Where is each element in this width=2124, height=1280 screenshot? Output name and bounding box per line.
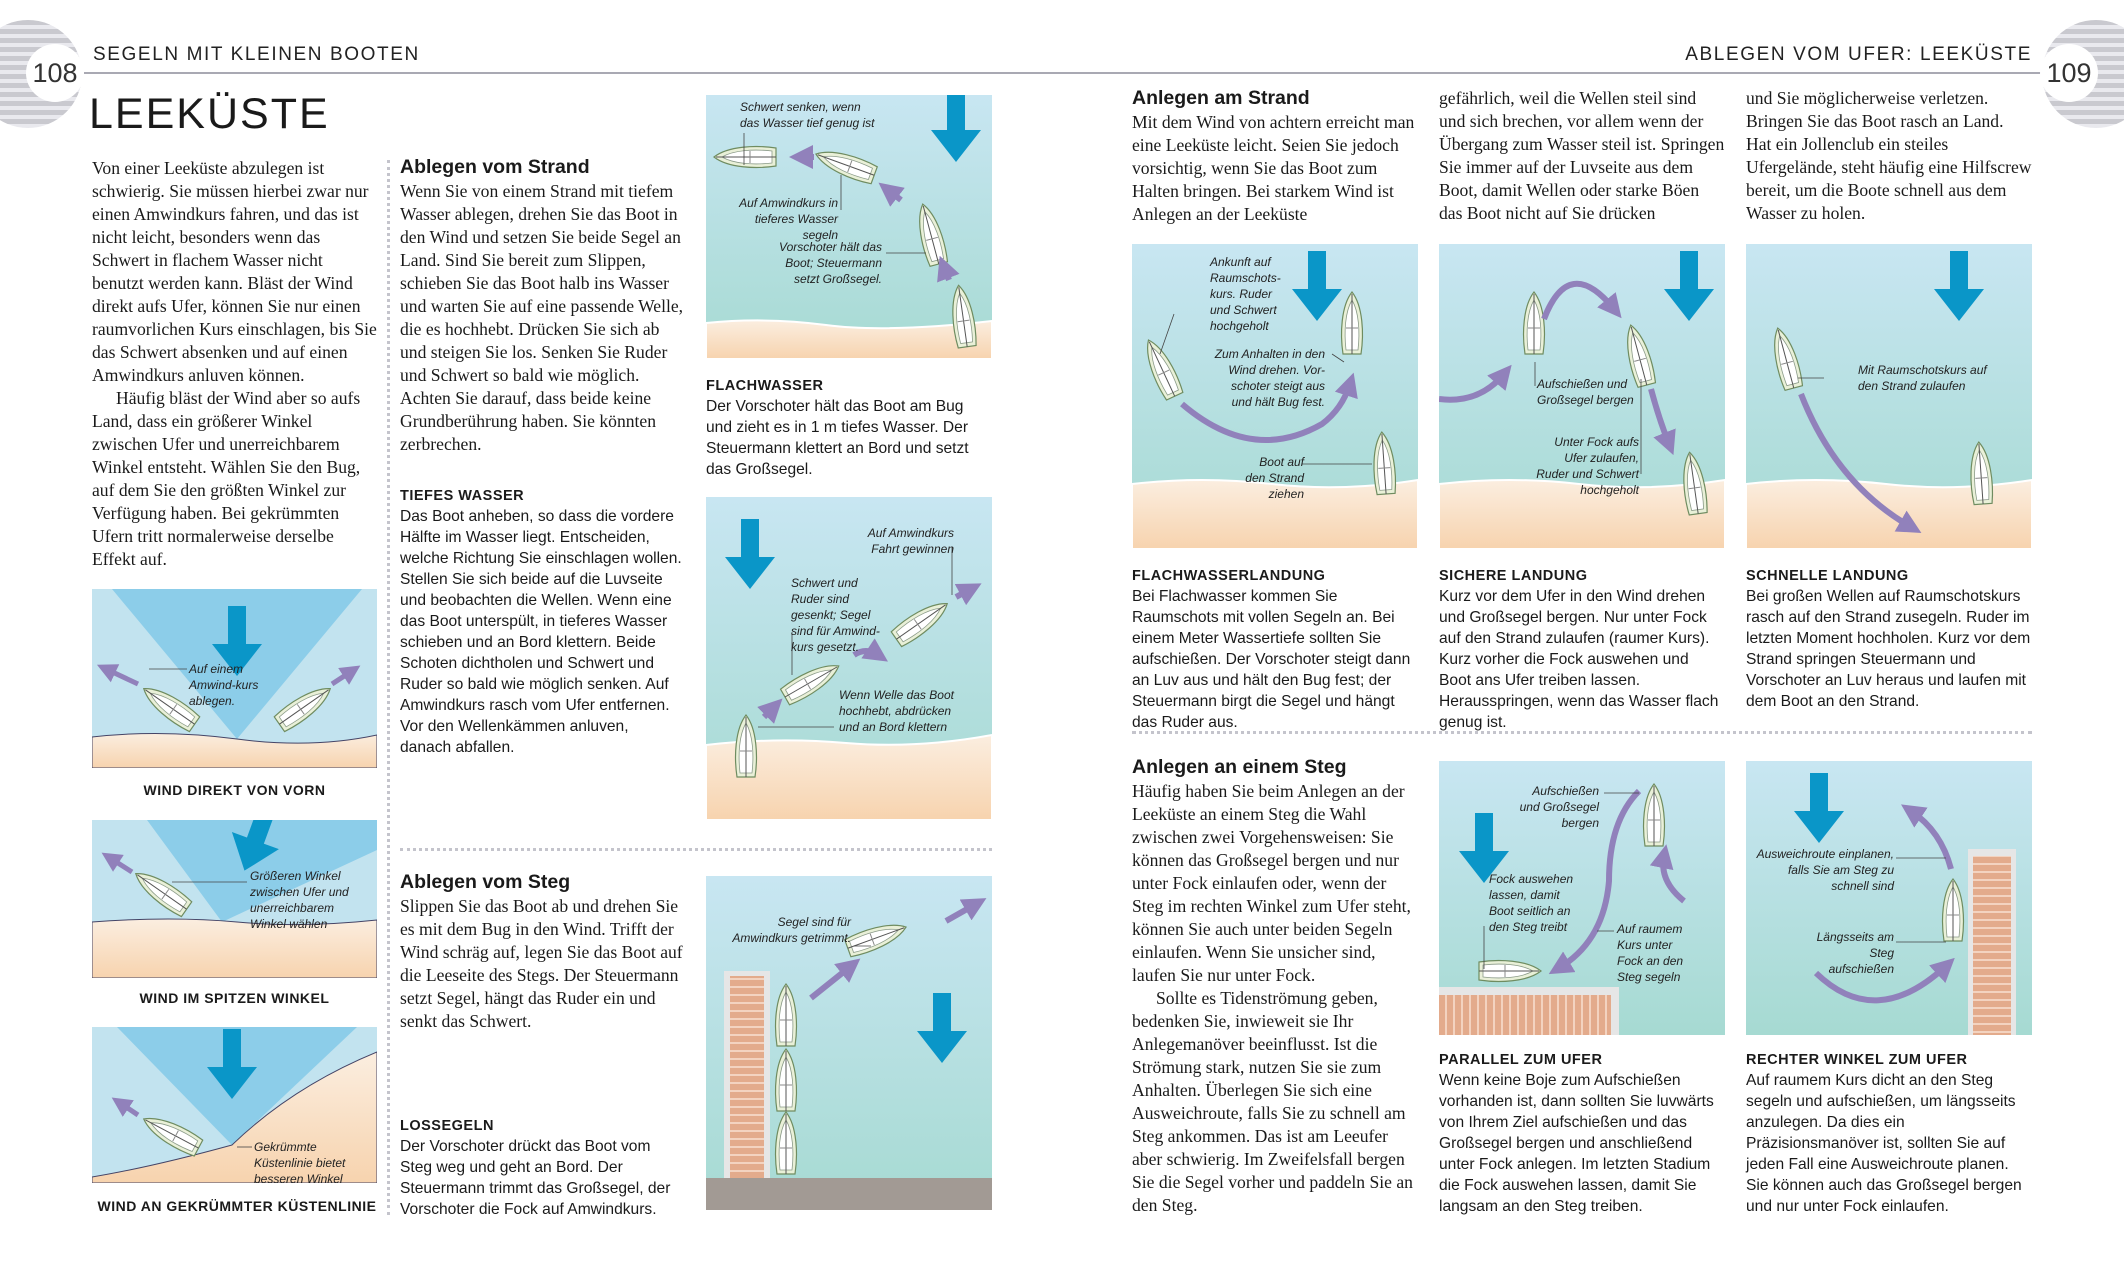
diagram-label: Schwert und Ruder sind gesenkt; Segel sind für Amwind-kurs gesetzt. [791,576,880,654]
figure-title: WIND AN GEKRÜMMTER KÜSTENLINIE [97,1198,377,1214]
diagram-label: Auf raumem Kurs unter Fock an den Steg segeln [1617,922,1684,984]
section-divider [1132,731,2032,734]
page-number-right: 109 [2040,44,2098,102]
header-rule-right [1064,72,2044,74]
diagram-label: Längsseits am Steg aufschießen [1816,930,1894,976]
subheading-text: Kurz vor dem Ufer in den Wind drehen und Großsegel bergen. Nur unter Fock auf den Strand zulaufen (raumer Kurs). Kurz vorher die Fock auswehen und Boot ans Ufer treiben lassen. Herausspringen, wenn das Wasser flach genug ist. [1439,588,1719,731]
section-text: Slippen Sie das Boot ab und drehen Sie es mit dem Bug in den Wind. Trifft der Wind schräg auf, legen Sie das Boot auf die Leeseite des Stegs. Der Steuermann setzt Segel, hängt das Ruder ein und senkt das Schwert. [400,896,683,1031]
diagram-tiefes-wasser [706,497,992,820]
diagram-label: Vorschoter hält das Boot; Steuermann setzt Großsegel. [779,240,882,286]
section-divider [400,848,992,851]
intro-paragraph: Von einer Leeküste abzulegen ist schwierig. Sie müssen hierbei zwar nur einen Amwindkurs fahren, und das ist nicht leicht, besonders wenn das Schwert in flachem Wasser nicht benutzt werden kann. Bläst der Wind direkt aufs Ufer, können Sie nur einen raumvorlichen Kurs einschlagen, bis Sie das Schwert absenken und auf einen Amwindkurs anluven können. [92,158,377,385]
subheading-text: Bei großen Wellen auf Raumschotskurs rasch auf den Strand zusegeln. Ruder im letzten Moment hochholen. Kurz vor dem Strand springen Steuermann und Vorschoter an Luv heraus und laufen mit dem Boot an den Strand. [1746,588,2031,710]
diagram-label: Gekrümmte Küstenlinie bietet besseren Winkel [254,1140,346,1183]
subheading-text: Auf raumem Kurs dicht an den Steg segeln und aufschießen, um längsseits anzulegen. Da dies ein Präzisionsmanöver ist, sollten Sie auf jeden Fall eine Ausweichroute planen. Sie können auch das Großsegel bergen und nur unter Fock einlaufen. [1746,1072,2022,1215]
diagram-sichere-landung [1439,244,1725,549]
diagram-label: Ausweichroute einplanen, falls Sie am Steg zu schnell sind [1756,847,1894,893]
section-anlegen-steg [1132,755,1418,1217]
diagram-ablegen-steg [706,876,992,1210]
diagram-flachwasserlandung [1132,244,1418,549]
diagram-label: Mit Raumschotskurs auf den Strand zulaufen [1858,363,1987,393]
subheading-text: Der Vorschoter drückt das Boot vom Steg weg und geht an Bord. Der Steuermann trimmt das Großsegel, der Vorschoter die Fock auf Amwindkurs. [400,1138,671,1218]
landing-caption-schnell [1746,566,2032,712]
section-text: Mit dem Wind von achtern erreicht man eine Leeküste leicht. Seien Sie jedoch vorsichtig, wenn Sie das Boot zum Halten bringen. Bei starkem Wind ist Anlegen an der Leeküste [1132,112,1415,224]
subheading: TIEFES WASSER [400,488,525,504]
subheading-text: Wenn keine Boje zum Aufschießen vorhanden ist, dann sollten Sie luvwärts von Ihrem Ziel aufschießen und das Großsegel bergen und anschließend unter Fock anlegen. Im letzten Stadium die Fock auswehen lassen, damit Sie langsam an den Steg treiben. [1439,1072,1714,1215]
subheading-text: Der Vorschoter hält das Boot am Bug und zieht es in 1 m tiefes Wasser. Der Steuermann klettert an Bord und setzt das Großsegel. [706,398,969,478]
diagram-label: Auf Amwindkurs in tieferes Wasser segeln [739,196,838,242]
diagram-schnelle-landung [1746,244,2032,549]
figure-title: WIND DIREKT VON VORN [143,782,326,798]
landing-caption-sicher [1439,566,1725,733]
diagram-label: Schwert senken, wenn das Wasser tief genug ist [740,100,875,130]
page-title: LEEKÜSTE [89,90,330,138]
diagram-label: Wenn Welle das Boot hochhebt, abdrücken und an Bord klettern [839,688,954,734]
figure-title: WIND IM SPITZEN WINKEL [139,990,330,1006]
section-ablegen-steg [400,870,684,1033]
diagram-label: Aufschießen und Großsegel bergen [1519,784,1599,830]
diagram-label: Ankunft auf Raumschots-kurs. Ruder und Schwert hochgeholt [1210,255,1281,333]
subheading-text: Bei Flachwasser kommen Sie Raumschots mit vollen Segeln an. Bei einem Meter Wassertiefe sollten Sie aufschießen. Der Vorschoter steigt dann an Luv aus und hält den Bug fest; der Steuermann birgt die Segel und hängt das Ruder aus. [1132,588,1411,731]
caption-parallel [1439,1050,1725,1217]
subheading: RECHTER WINKEL ZUM UFER [1746,1052,1968,1068]
intro-paragraph: Häufig bläst der Wind aber so aufs Land, dass ein größerer Winkel zwischen Ufer und unerreichbarem Winkel entsteht. Wählen Sie den Bug, auf dem Sie den größten Winkel zur Verfügung haben. Bei gekrümmten Ufern tritt normalerweise derselbe Effekt auf. [92,388,361,569]
caption-rechter-winkel [1746,1050,2032,1217]
subheading: FLACHWASSER [706,378,824,394]
running-head-right: ABLEGEN VOM UFER: LEEKÜSTE [1685,44,2032,65]
subheading: SCHNELLE LANDUNG [1746,568,1909,584]
diagram-wind-gekruemmt [92,1027,377,1183]
section-heading: Ablegen vom Steg [400,871,571,893]
section-text-continued: und Sie möglicherweise verletzen. Bringen Sie das Boot rasch an Land. Hat ein Jollenclub ein steiles Ufergelände, steht häufig eine Hilfscrew bereit, um die Boote schnell aus dem Wasser zu holen. [1746,88,2032,223]
running-head: SEGELN MIT KLEINEN BOOTEN [93,44,420,65]
diagram-label: Zum Anhalten in den Wind drehen. Vor-schoter steigt aus und hält Bug fest. [1214,347,1325,409]
diagram-wind-direkt [92,589,377,768]
flachwasser-caption [706,376,992,480]
diagram-label: Boot auf den Strand ziehen [1245,455,1304,501]
section-text: Wenn Sie von einem Strand mit tiefem Wasser ablegen, drehen Sie das Boot in den Wind und setzen Sie beide Segel an Land. Sind Sie bereit zum Slippen, schieben Sie das Boot halb ins Wasser und warten Sie auf eine passende Welle, die es hochhebt. Drücken Sie sich ab und steigen Sie los. Senken Sie Ruder und Schwert so bald wie möglich. Achten Sie darauf, dass beide keine Grundberührung haben. Sie könnten zerbrechen. [400,181,684,454]
subheading: SICHERE LANDUNG [1439,568,1588,584]
subheading: FLACHWASSERLANDUNG [1132,568,1326,584]
landing-caption-flachwasser [1132,566,1418,733]
column-divider [387,160,390,1215]
diagram-parallel-zum-ufer [1439,761,1725,1035]
section-paragraph: Häufig haben Sie beim Anlegen an der Leeküste an einem Steg die Wahl zwischen zwei Vorgehensweisen: Sie können das Großsegel bergen und nur unter Fock einlaufen oder, wenn der Steg im rechten Winkel zum Ufer steht, können Sie auch unter beiden Segeln einlaufen. Wenn Sie unsicher sind, laufen Sie nur unter Fock. [1132,781,1411,985]
section-paragraph: Sollte es Tidenströmung geben, bedenken Sie, inwieweit sie Ihr Anlegemanöver beeinflusst. Ist die Strömung stark, nutzen Sie sie zum Anhalten. Überlegen Sie sich eine Ausweichroute, falls Sie zu schnell am Steg ankommen. Das ist am Leeufer aber schwierig. Im Zweifelsfall bergen Sie die Segel vorher und paddeln Sie an den Steg. [1132,988,1413,1215]
section-text-continued: gefährlich, weil die Wellen steil sind und sich brechen, vor allem wenn der Übergang zum Wasser steil ist. Springen Sie immer auf der Luvseite aus dem Boot, damit Wellen oder starke Böen das Boot nicht auf Sie drücken [1439,88,1725,223]
diagram-wind-spitz [92,820,377,978]
header-rule [84,72,1064,74]
diagram-label: Größeren Winkel zwischen Ufer und unerreichbarem Winkel wählen [250,869,349,931]
lossegeln-caption [400,1116,684,1220]
section-heading: Ablegen vom Strand [400,156,590,178]
subheading: PARALLEL ZUM UFER [1439,1052,1603,1068]
subheading-text: Das Boot anheben, so dass die vordere Hälfte im Wasser liegt. Entscheiden, welche Richtung Sie einschlagen wollen. Stellen Sie sich beide auf die Luvseite und beobachten die Wellen. Wenn eine das Boot unterspült, in tieferes Wasser schieben und an Bord klettern. Beide Schoten dichtholen und Schwert und Ruder so bald wie möglich senken. Auf Amwindkurs rasch vom Ufer entfernen. Vor den Wellenkämmen anluven, danach abfallen. [400,508,682,756]
diagram-label: Segel sind für Amwindkurs getrimmt. [732,915,851,945]
section-anlegen-strand [1132,86,1418,226]
diagram-flachwasser [706,95,992,359]
subheading: LOSSEGELN [400,1118,494,1134]
section-heading: Anlegen an einem Steg [1132,756,1347,778]
intro-text [92,157,377,571]
section-heading: Anlegen am Strand [1132,87,1310,109]
page-number: 108 [26,44,84,102]
diagram-label: Aufschießen und Großsegel bergen [1537,377,1634,407]
diagram-rechter-winkel [1746,761,2032,1035]
diagram-label: Fock auswehen lassen, damit Boot seitlich an den Steg treibt [1489,872,1574,934]
section-ablegen-strand [400,155,684,758]
diagram-label: Auf Amwindkurs Fahrt gewinnen [867,526,954,556]
diagram-label: Auf einem Amwind-kurs ablegen. [189,662,259,708]
diagram-label: Unter Fock aufs Ufer zulaufen, Ruder und Schwert hochgeholt [1536,435,1639,497]
section-text [1132,780,1418,1217]
